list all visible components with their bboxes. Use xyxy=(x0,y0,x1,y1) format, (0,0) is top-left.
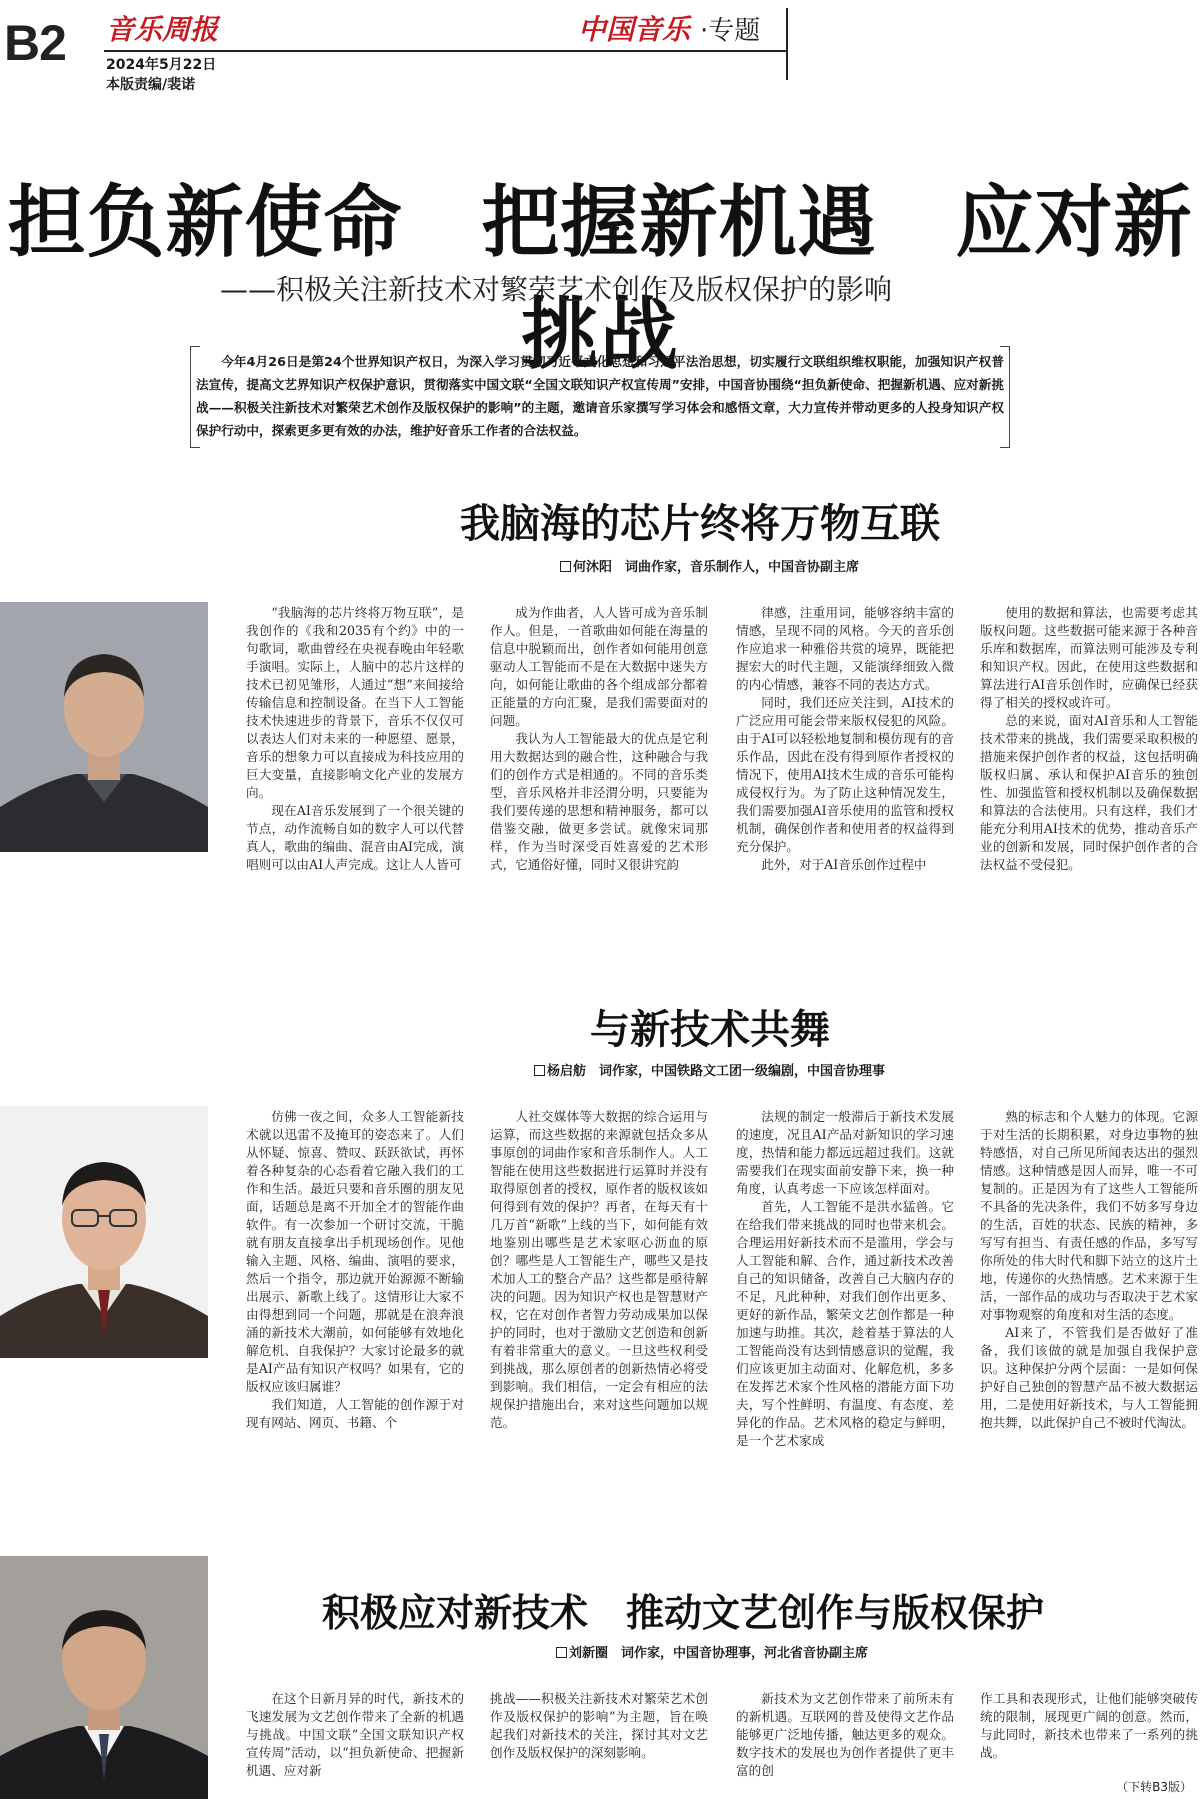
paragraph: 我们知道，人工智能的创作源于对现有网站、网页、书籍、个 xyxy=(246,1397,464,1430)
paragraph: 挑战——积极关注新技术对繁荣艺术创作及版权保护的影响”为主题，旨在唤起我们对新技术的关注，探讨其对文艺创作及版权保护的深刻影响。 xyxy=(490,1691,708,1760)
paragraph: 我认为人工智能最大的优点是它利用大数据达到的融合性，这种融合与我们的创作方式是相通的。不同的音乐类型，音乐风格并非泾渭分明，只要能为我们要传递的思想和精神服务，都可以借鉴交融，做更多尝试。就像宋词那样，作为当时深受百姓喜爱的艺术形式，它通俗好懂，同时又很讲究韵 xyxy=(490,731,708,872)
paragraph: 在这个日新月异的时代，新技术的飞速发展为文艺创作带来了全新的机遇与挑战。中国文联“全国文联知识产权宣传周”活动，以“担负新使命、把握新机遇、应对新 xyxy=(246,1691,464,1778)
publication-date: 2024年5月22日 xyxy=(106,57,217,73)
article-2-byline xyxy=(534,1060,885,1079)
article-3-column-3 xyxy=(736,1690,954,1782)
article-2-column-2 xyxy=(490,1108,708,1430)
paragraph: 作工具和表现形式，让他们能够突破传统的限制，展现更广阔的创意。然而，与此同时，新技术也带来了一系列的挑战。 xyxy=(980,1691,1198,1760)
intro-box xyxy=(196,346,1004,448)
intro-text: 今年4月26日是第24个世界知识产权日，为深入学习贯彻习近平文化思想和习近平法治思想，切实履行文联组织维权职能，加强知识产权普法宣传，提高文艺界知识产权保护意识，贯彻落实中国文联“全国文联知识产权宣传周”安排，中国音协围绕“担负新使命、把握新机遇、应对新挑战——积极关注新技术对繁荣艺术创作及版权保护的影响”的主题，邀请音乐家撰写学习体会和感悟文章，大力宣传并带动更多的人投身知识产权保护行动中，探索更多更有效的办法，维护好音乐工作者的合法权益。 xyxy=(196,354,1004,438)
paragraph: 此外，对于AI音乐创作过程中 xyxy=(761,857,927,872)
paragraph: 新技术为文艺创作带来了前所未有的新机遇。互联网的普及使得文艺作品能够更广泛地传播，触达更多的观众。数字技术的发展也为创作者提供了更丰富的创 xyxy=(736,1691,954,1778)
author-portrait-1 xyxy=(0,602,208,852)
article-1-title: 我脑海的芯片终将万物互联 xyxy=(460,500,940,547)
article-2-column-3 xyxy=(736,1108,954,1448)
article-1-byline xyxy=(560,556,859,575)
article-1-column-2 xyxy=(490,604,708,954)
article-3-byline-text: 刘新圈 词作家，中国音协理事，河北省音协副主席 xyxy=(569,1646,869,1661)
main-title: 担负新使命 把握新机遇 应对新挑战 xyxy=(7,178,1193,380)
article-1-column-3 xyxy=(736,604,954,954)
article-1-byline-text: 何沐阳 词曲作家，音乐制作人，中国音协副主席 xyxy=(573,560,860,575)
paragraph: 律感，注重用词，能够容纳丰富的情感，呈现不同的风格。今天的音乐创作应追求一种雅俗共赏的境界，既能把握宏大的时代主题，又能演绎细致入微的内心情感，兼容不同的表达方式。 xyxy=(736,605,954,692)
header-rule xyxy=(104,50,786,52)
continued-note: （下转B3版） xyxy=(1116,1780,1192,1794)
article-1-column-4 xyxy=(980,604,1198,954)
article-2-title: 与新技术共舞 xyxy=(590,1006,830,1053)
masthead2-logo: 中国音乐 xyxy=(578,13,691,46)
paragraph: 总的来说，面对AI音乐和人工智能技术带来的挑战，我们需要采取积极的措施来保护创作者的权益，这包括明确版权归属、承认和保护AI音乐的独创性、加强监管和授权机制以及确保数据和算法的合法使用。只有这样，我们才能充分利用AI技术的优势，推动音乐产业的创新和发展，同时保护创作者的合法权益不受侵犯。 xyxy=(980,713,1198,872)
article-1-column-1 xyxy=(246,604,464,954)
header-divider xyxy=(786,8,788,80)
article-3-column-2 xyxy=(490,1690,708,1782)
article-3-byline xyxy=(556,1642,868,1661)
article-3-title: 积极应对新技术 推动文艺创作与版权保护 xyxy=(322,1590,1045,1635)
paragraph: 仿佛一夜之间，众多人工智能新技术就以迅雷不及掩耳的姿态来了。人们从怀疑、惊喜、赞叹、跃跃欲试，再怀着各种复杂的心态看着它融入我们的工作和生活。最近只要和音乐圈的朋友见面，话题总是离不开加全才的智能作曲软件。有一次参加一个研讨交流，干脆就有朋友直接拿出手机现场创作。见他输入主题、风格、编曲、演唱的要求，然后一个指令，那边就开始源源不断输出展示、新歌上线了。这情形让大家不由得想到同一个问题，那就是在浪奔浪涌的新技术大潮前，如何能够有效地化解危机、自我保护？大家讨论最多的就是AI产品有知识产权吗？如果有，它的版权应该归属谁？ xyxy=(246,1109,464,1394)
paragraph: 成为作曲者，人人皆可成为音乐制作人。但是，一首歌曲如何能在海量的信息中脱颖而出，创作者如何能用创意驱动人工智能而不是在大数据中迷失方向，如何能让歌曲的各个组成部分都着正能量的方向汇聚，是我们需要面对的问题。 xyxy=(490,605,708,728)
paragraph: AI来了，不管我们是否做好了准备，我们该做的就是加强自我保护意识。这种保护分两个层面：一是如何保护好自己独创的智慧产品不被大数据运用，二是使用好新技术，与人工智能拥抱共舞，以此保护自己不被时代淘汰。 xyxy=(980,1325,1198,1430)
paragraph: 人社交媒体等大数据的综合运用与运算，而这些数据的来源就包括众多从事原创的词曲作家和音乐制作人。人工智能在使用这些数据进行运算时并没有取得原创者的授权，原作者的版权该如何得到有效的保护？再者，在每天有十几万首“新歌”上线的当下，如何能有效地鉴别出哪些是艺术家呕心沥血的原创？哪些是人工智能生产，哪些又是技术加人工的整合产品？这些都是亟待解决的问题。因为知识产权也是智慧财产权，它在对创作者智力劳动成果加以保护的同时，也对于激励文艺创造和创新有着非常重大的意义。一旦这些权利受到挑战，那么原创者的创新热情必将受到影响。我们相信，一定会有相应的法规保护措施出台，来对这些问题加以规范。 xyxy=(490,1109,708,1430)
article-3-column-4 xyxy=(980,1690,1198,1782)
page-number: B2 xyxy=(4,15,66,71)
section-label: ·专题 xyxy=(700,16,761,46)
paragraph: 现在AI音乐发展到了一个很关键的节点，动作流畅自如的数字人可以代替真人，歌曲的编曲、混音由AI完成，演唱则可以由AI人声完成。这让人人皆可 xyxy=(246,803,464,872)
paragraph: 法规的制定一般滞后于新技术发展的速度，况且AI产品对新知识的学习速度，热情和能力都远远超过我们。这就需要我们在现实面前安静下来，换一种角度，认真考虑一下应该怎样面对。 xyxy=(736,1109,954,1196)
paragraph: 同时，我们还应关注到，AI技术的广泛应用可能会带来版权侵犯的风险。由于AI可以轻松地复制和模仿现有的音乐作品，因此在没有得到原作者授权的情况下，使用AI技术生成的音乐可能构成侵权行为。为了防止这种情况发生，我们需要加强AI音乐使用的监管和授权机制，确保创作者和使用者的权益得到充分保护。 xyxy=(736,695,954,854)
masthead-logo: 音乐周报 xyxy=(106,13,219,46)
article-2-column-1 xyxy=(246,1108,464,1430)
paragraph: “我脑海的芯片终将万物互联”，是我创作的《我和2035有个约》中的一句歌词，歌曲曾经在央视春晚由年轻歌手演唱。实际上，人脑中的芯片这样的技术已初见雏形，人通过“想”来间接给传输信息和控制设备。在当下人工智能技术快速进步的背景下，音乐不仅仅可以表达人们对未来的一种愿望、愿景，音乐的想象力可以直接成为科技应用的巨大变量，直接影响文化产业的发展方向。 xyxy=(246,605,464,800)
article-3-column-1 xyxy=(246,1690,464,1782)
paragraph: 使用的数据和算法，也需要考虑其版权问题。这些数据可能来源于各种音乐库和数据库，而算法则可能涉及专利和知识产权。因此，在使用这些数据和算法进行AI音乐创作时，应确保已经获得了相关的授权或许可。 xyxy=(980,605,1198,710)
article-2-column-4 xyxy=(980,1108,1198,1430)
page-editors: 本版责编/裴诺 xyxy=(106,77,196,93)
author-portrait-3 xyxy=(0,1556,208,1799)
author-portrait-2 xyxy=(0,1106,208,1358)
paragraph: 熟的标志和个人魅力的体现。它源于对生活的长期积累，对身边事物的独特感悟，对自己所见所闻表达出的强烈情感。这种情感是因人而异，唯一不可复制的。正是因为有了这些人工智能所不具备的先决条件，我们不妨多写身边的生活，百姓的状态、民族的精神，多写写有担当、有责任感的作品，多写写你所处的伟大时代和脚下站立的这片土地，传递你的火热情感。艺术来源于生活，一部作品的成功与否取决于艺术家对事物观察的角度和对生活的态度。 xyxy=(980,1109,1198,1322)
sub-title: ——积极关注新技术对繁荣艺术创作及版权保护的影响 xyxy=(220,273,893,306)
paragraph: 首先，人工智能不是洪水猛兽。它在给我们带来挑战的同时也带来机会。合理运用好新技术而不是滥用，学会与人工智能和解、合作，通过新技术改善自己的知识储备，改善自己大脑内存的不足，凡此种种，对我们创作出更多、更好的新作品，繁荣文艺创作都是一种加速与助推。其次，趁着基于算法的人工智能尚没有达到情感意识的觉醒，我们应该更加主动面对、化解危机，多多在发挥艺术家个性风格的潜能方面下功夫，写个性鲜明、有温度、有态度、差异化的作品。艺术风格的稳定与鲜明，是一个艺术家成 xyxy=(736,1199,954,1448)
article-2-byline-text: 杨启舫 词作家，中国铁路文工团一级编剧，中国音协理事 xyxy=(547,1064,886,1079)
